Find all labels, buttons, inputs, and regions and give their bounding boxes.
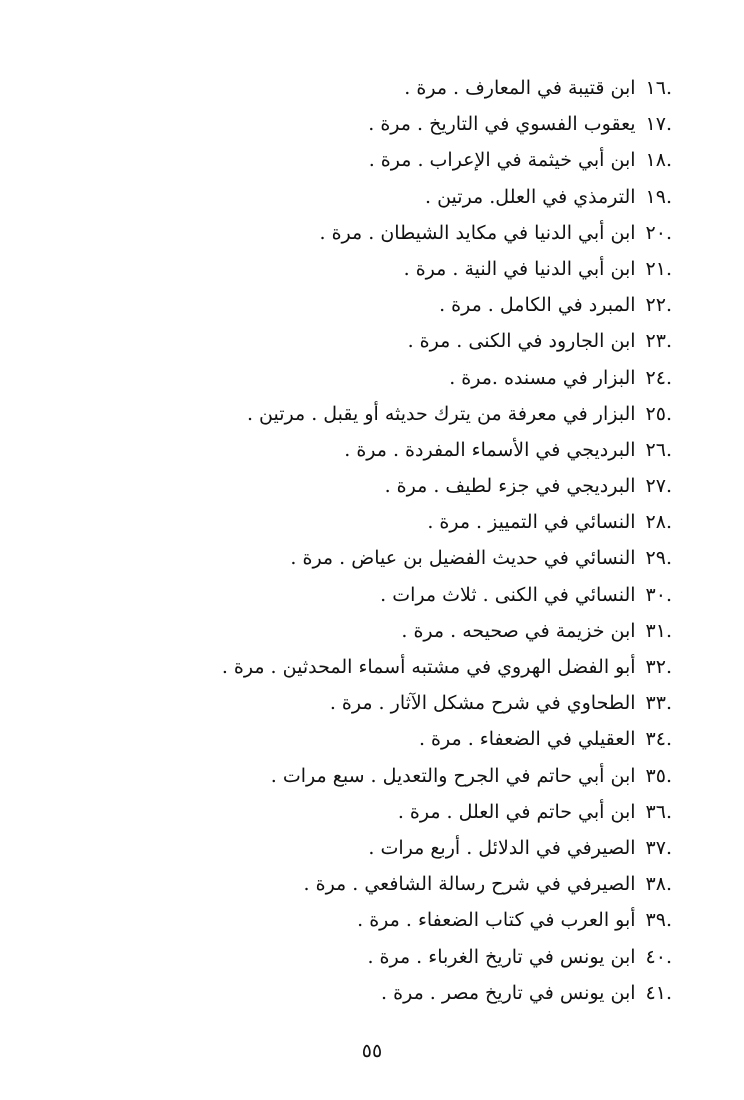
item-number: .٤٠ xyxy=(645,945,672,968)
list-item xyxy=(252,251,672,287)
list-item xyxy=(252,323,672,359)
source-list xyxy=(221,70,672,1011)
item-number: .٤١ xyxy=(645,981,672,1004)
list-item xyxy=(252,685,672,721)
list-item xyxy=(252,468,672,504)
item-number: .٣٥ xyxy=(645,764,672,787)
item-text: البزار في معرفة من يترك حديثه أو يقبل . مرتين . xyxy=(246,402,636,425)
item-text: ابن يونس في تاريخ الغرباء . مرة . xyxy=(367,945,636,968)
list-item xyxy=(252,721,672,757)
list-item xyxy=(252,179,672,215)
item-text: الطحاوي في شرح مشكل الآثار . مرة . xyxy=(329,692,636,715)
list-item xyxy=(252,794,672,830)
list-item xyxy=(246,396,672,432)
item-number: .٢٩ xyxy=(645,547,672,570)
item-number: .٢٧ xyxy=(645,475,672,498)
item-number: .٣٨ xyxy=(645,873,672,896)
item-number: .١٧ xyxy=(645,113,672,136)
item-text: العقيلي في الضعفاء . مرة . xyxy=(418,728,636,751)
item-text: النسائي في الكنى . ثلاث مرات . xyxy=(380,583,636,606)
item-text: يعقوب الفسوي في التاريخ . مرة . xyxy=(368,113,636,136)
item-text: ابن يونس في تاريخ مصر . مرة . xyxy=(381,981,636,1004)
item-number: .٢٦ xyxy=(645,438,672,461)
list-item xyxy=(252,902,672,938)
list-item xyxy=(252,432,672,468)
item-number: .٣٤ xyxy=(645,728,672,751)
list-item xyxy=(252,142,672,178)
item-number: .١٦ xyxy=(645,77,672,99)
item-number: .٢٢ xyxy=(645,294,672,317)
list-item xyxy=(252,360,672,396)
item-text: ابن أبي الدنيا في النية . مرة . xyxy=(403,257,636,280)
item-text: ابن أبي خيثمة في الإعراب . مرة . xyxy=(368,149,636,172)
list-item xyxy=(252,540,672,576)
item-text: الترمذي في العلل. مرتين . xyxy=(425,185,636,208)
item-number: .٢٥ xyxy=(645,402,672,425)
item-number: .١٩ xyxy=(645,185,672,208)
item-number: .٣٠ xyxy=(645,583,672,606)
item-number: .٢٣ xyxy=(645,330,672,353)
item-text: ابن قتيبة في المعارف . مرة . xyxy=(404,77,636,99)
item-text: ابن أبي الدنيا في مكايد الشيطان . مرة . xyxy=(319,221,636,244)
item-text: ابن الجارود في الكنى . مرة . xyxy=(407,330,636,353)
item-number: .٢٠ xyxy=(645,221,672,244)
item-number: .٣٦ xyxy=(645,800,672,823)
list-item xyxy=(252,577,672,613)
item-number: .١٨ xyxy=(645,149,672,172)
item-text: البرديجي في جزء لطيف . مرة . xyxy=(384,475,636,498)
list-item xyxy=(252,70,672,106)
item-number: .٣٩ xyxy=(645,909,672,932)
list-item xyxy=(252,866,672,902)
item-text: المبرد في الكامل . مرة . xyxy=(439,294,636,317)
item-text: البزار في مسنده .مرة . xyxy=(449,366,636,389)
item-number: .٣٣ xyxy=(645,692,672,715)
item-text: ابن خزيمة في صحيحه . مرة . xyxy=(401,619,636,642)
item-number: .٢٤ xyxy=(645,366,672,389)
list-item xyxy=(252,613,672,649)
list-item xyxy=(252,287,672,323)
item-text: أبو الفضل الهروي في مشتبه أسماء المحدثين . مرة . xyxy=(221,656,636,678)
item-text: ابن أبي حاتم في الجرح والتعديل . سبع مرات . xyxy=(270,764,636,787)
page-number: ٥٥ xyxy=(361,1040,383,1062)
list-item xyxy=(252,939,672,975)
item-text: ابن أبي حاتم في العلل . مرة . xyxy=(397,800,636,823)
item-text: الصيرفي في الدلائل . أربع مرات . xyxy=(368,836,636,859)
list-item xyxy=(252,106,672,142)
item-text: أبو العرب في كتاب الضعفاء . مرة . xyxy=(357,909,636,932)
item-text: النسائي في حديث الفضيل بن عياض . مرة . xyxy=(290,547,636,570)
item-number: .٣١ xyxy=(645,619,672,642)
item-text: البرديجي في الأسماء المفردة . مرة . xyxy=(344,438,636,461)
item-number: .٣٢ xyxy=(645,656,672,678)
item-text: النسائي في التمييز . مرة . xyxy=(427,511,636,534)
list-item xyxy=(252,504,672,540)
item-text: الصيرفي في شرح رسالة الشافعي . مرة . xyxy=(303,873,636,896)
item-number: .٣٧ xyxy=(645,836,672,859)
item-number: .٢١ xyxy=(645,257,672,280)
list-item xyxy=(252,758,672,794)
list-item xyxy=(221,649,672,685)
list-item xyxy=(252,830,672,866)
list-item xyxy=(252,975,672,1011)
item-number: .٢٨ xyxy=(645,511,672,534)
list-item xyxy=(252,215,672,251)
